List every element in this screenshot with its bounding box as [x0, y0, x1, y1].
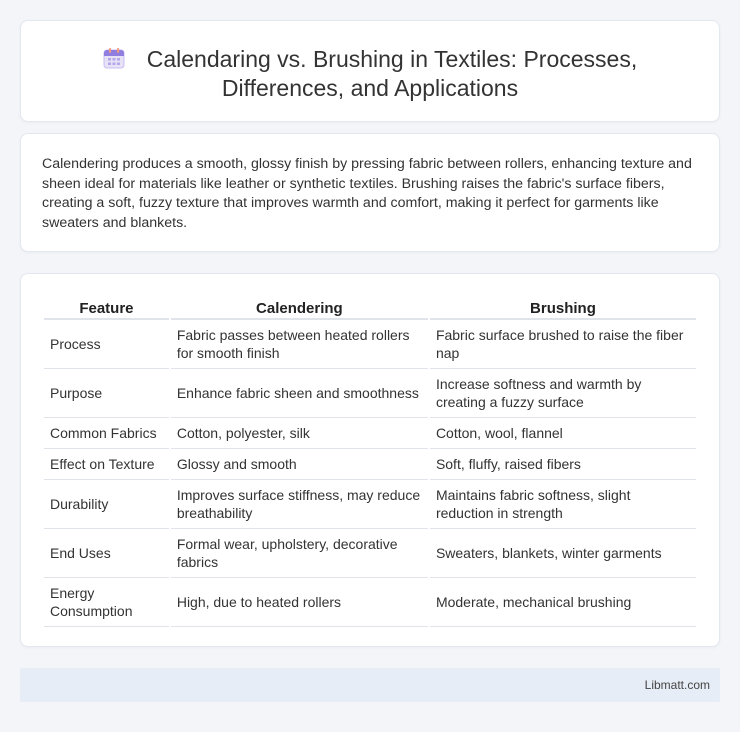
table-row — [44, 449, 696, 480]
table-header-row — [44, 296, 696, 320]
feature-cell: Effect on Texture — [44, 449, 169, 480]
header-calendering: Calendering — [171, 296, 428, 320]
feature-cell: Energy Consumption — [44, 578, 169, 627]
table-row — [44, 369, 696, 418]
feature-cell: End Uses — [44, 529, 169, 578]
feature-cell: Process — [44, 320, 169, 369]
footer — [20, 668, 720, 702]
brushing-cell: Sweaters, blankets, winter garments — [430, 529, 696, 578]
intro-card — [20, 133, 720, 252]
comparison-card — [20, 273, 720, 647]
calendering-cell: Glossy and smooth — [171, 449, 428, 480]
feature-cell: Common Fabrics — [44, 418, 169, 449]
intro-paragraph: Calendering produces a smooth, glossy finish by pressing fabric between rollers, enhancing texture and sheen ideal for materials like leather or synthetic textiles. Brushing raises the fabric's surface fibers, creating a soft, fuzzy texture that improves warmth and comfort, making it perfect for garments like sweaters and blankets. — [42, 156, 692, 231]
calendar-icon — [103, 47, 125, 69]
calendering-cell: High, due to heated rollers — [171, 578, 428, 627]
title-line-2: Differences, and Applications — [221, 75, 519, 101]
feature-cell: Durability — [44, 480, 169, 529]
calendering-cell: Fabric passes between heated rollers for smooth finish — [171, 320, 428, 369]
brushing-cell: Fabric surface brushed to raise the fiber nap — [430, 320, 696, 369]
table-row — [44, 480, 696, 529]
table-row — [44, 418, 696, 449]
calendering-cell: Enhance fabric sheen and smoothness — [171, 369, 428, 418]
calendering-cell: Improves surface stiffness, may reduce breathability — [171, 480, 428, 529]
brushing-cell: Increase softness and warmth by creating a fuzzy surface — [430, 369, 696, 418]
title-line-1: Calendaring vs. Brushing in Textiles: Processes, — [146, 46, 638, 72]
page-title — [21, 45, 719, 103]
table-row — [44, 578, 696, 627]
brushing-cell: Soft, fluffy, raised fibers — [430, 449, 696, 480]
title-card — [20, 20, 720, 122]
footer-site-link[interactable]: Libmatt.com — [644, 678, 710, 692]
feature-cell: Purpose — [44, 369, 169, 418]
header-brushing: Brushing — [430, 296, 696, 320]
brushing-cell: Maintains fabric softness, slight reduction in strength — [430, 480, 696, 529]
table-row — [44, 529, 696, 578]
comparison-table — [42, 296, 698, 627]
brushing-cell: Moderate, mechanical brushing — [430, 578, 696, 627]
header-feature: Feature — [44, 296, 169, 320]
calendering-cell: Formal wear, upholstery, decorative fabrics — [171, 529, 428, 578]
calendering-cell: Cotton, polyester, silk — [171, 418, 428, 449]
brushing-cell: Cotton, wool, flannel — [430, 418, 696, 449]
table-row — [44, 320, 696, 369]
